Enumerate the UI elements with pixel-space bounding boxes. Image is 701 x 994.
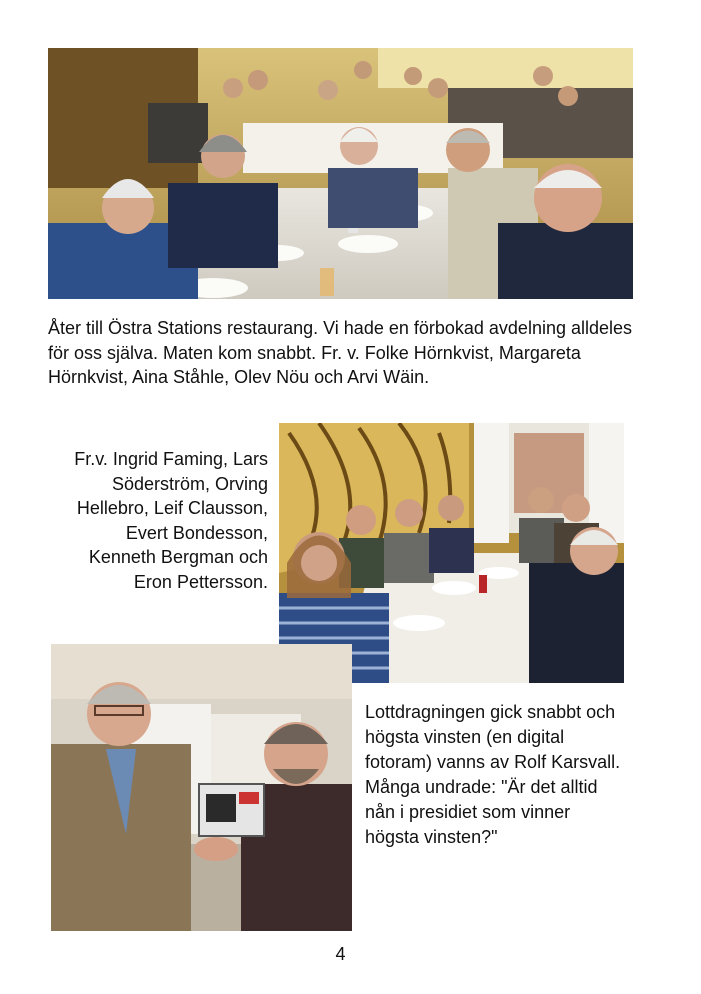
caption-middle (34, 447, 268, 594)
photo-restaurant-table (48, 48, 633, 299)
caption-middle-line: Kenneth Bergman och (88, 547, 268, 567)
caption-middle-line: Evert Bondesson, (125, 522, 268, 543)
caption-middle-line: Hellebro, Leif Clausson, (76, 498, 268, 518)
page-number: 4 (335, 944, 346, 964)
caption-top: Åter till Östra Stations restaurang. Vi hade en förbokad avdelning alldeles för oss själva. Maten kom snabbt. Fr. v. Folke Hörnkvist, Margareta Hörnkvist, Aina Ståhle, Olev Nöu och Arvi Wäin. (48, 318, 633, 387)
caption-bottom: Lottdragningen gick snabbt och högsta vinsten (en digital fotoram) vanns av Rolf Karsvall. Många undrade: "Är det alltid nån i presidiet som vinner högsta vinsten?" (365, 702, 621, 847)
caption-middle-line: Eron Pettersson. (133, 571, 268, 592)
caption-middle-line: Fr.v. Ingrid Faming, Lars (74, 449, 268, 469)
caption-middle-line: Söderström, Orving (111, 473, 268, 494)
photo-prize-handover (51, 644, 352, 931)
